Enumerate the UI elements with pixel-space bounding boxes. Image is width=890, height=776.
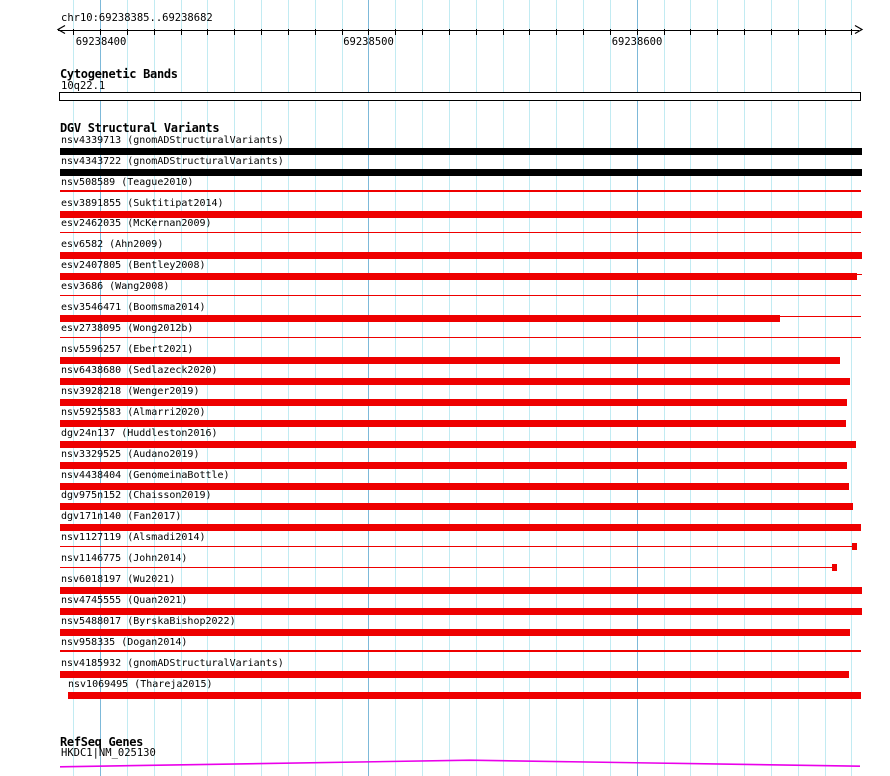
variant-label[interactable]: dgv171n140 (Fan2017) (61, 511, 182, 523)
variant-bar[interactable] (60, 190, 861, 191)
variant-row (0, 407, 890, 428)
variant-label[interactable]: esv3546471 (Boomsma2014) (61, 302, 206, 314)
variant-extent-line (780, 316, 861, 317)
dgv-track-title: DGV Structural Variants (60, 120, 220, 135)
variant-label[interactable]: nsv5488017 (ByrskaBishop2022) (61, 615, 236, 627)
variant-label[interactable]: nsv4343722 (gnomADStructuralVariants) (61, 155, 284, 167)
variant-row (0, 156, 890, 177)
variant-label[interactable]: dgv975n152 (Chaisson2019) (61, 490, 212, 502)
variant-label[interactable]: esv2738095 (Wong2012b) (61, 323, 194, 335)
variant-row (0, 658, 890, 679)
variant-bar[interactable] (60, 650, 861, 651)
variant-label[interactable]: esv3686 (Wang2008) (61, 281, 170, 293)
variant-row (0, 177, 890, 198)
variant-label[interactable]: dgv24n137 (Huddleston2016) (61, 427, 218, 439)
variant-label[interactable]: nsv4745555 (Quan2021) (61, 595, 188, 607)
variant-bar[interactable] (68, 692, 861, 699)
cytoband-label: 10q22.1 (61, 79, 106, 92)
variant-label[interactable]: nsv4438404 (GenomeinaBottle) (61, 469, 230, 481)
variant-endpoint-tick[interactable] (852, 543, 857, 550)
variant-bar[interactable] (60, 357, 840, 364)
variant-label[interactable]: nsv1146775 (John2014) (61, 553, 188, 565)
variant-bar[interactable] (60, 671, 849, 678)
variant-bar[interactable] (60, 587, 862, 594)
variant-row (0, 260, 890, 281)
variant-row (0, 553, 890, 574)
variant-bar[interactable] (60, 252, 862, 259)
variant-row (0, 616, 890, 637)
variant-bar[interactable] (60, 441, 856, 448)
variant-bar[interactable] (60, 295, 861, 296)
variant-bar[interactable] (60, 232, 861, 233)
variant-bar[interactable] (60, 337, 861, 338)
variant-bar[interactable] (60, 315, 780, 322)
variant-label[interactable]: nsv4185932 (gnomADStructuralVariants) (61, 657, 284, 669)
variant-extent-line (857, 274, 862, 275)
variant-label[interactable]: esv2462035 (McKernan2009) (61, 218, 212, 230)
variant-row (0, 595, 890, 616)
variant-row (0, 449, 890, 470)
ruler-coordinate-label: 69238500 (343, 35, 394, 48)
variant-label[interactable]: esv2407805 (Bentley2008) (61, 260, 206, 272)
variant-bar[interactable] (60, 462, 847, 469)
variant-bar[interactable] (60, 567, 832, 568)
variant-row (0, 490, 890, 511)
ruler-coordinate-label: 69238600 (611, 35, 663, 48)
variant-label[interactable]: esv6582 (Ahn2009) (61, 239, 164, 251)
variant-bar[interactable] (60, 420, 846, 427)
variant-bar[interactable] (60, 169, 862, 176)
variant-bar[interactable] (60, 524, 861, 531)
variant-row (0, 386, 890, 407)
variant-label[interactable]: nsv5925583 (Almarri2020) (61, 406, 206, 418)
variant-bar[interactable] (60, 378, 850, 385)
variant-label[interactable]: nsv958335 (Dogan2014) (61, 636, 188, 648)
variant-row (0, 470, 890, 491)
variant-bar[interactable] (60, 483, 849, 490)
variant-row (0, 281, 890, 302)
variant-bar[interactable] (60, 148, 862, 155)
variant-row (0, 637, 890, 658)
variant-label[interactable]: nsv3329525 (Audano2019) (61, 448, 200, 460)
variant-bar[interactable] (60, 211, 862, 218)
variant-row (0, 239, 890, 260)
variant-label[interactable]: nsv5596257 (Ebert2021) (61, 344, 194, 355)
variant-bar[interactable] (60, 503, 853, 510)
variant-bar[interactable] (60, 273, 857, 280)
variant-bar[interactable] (60, 629, 850, 636)
cytogenetic-track-title: Cytogenetic Bands (60, 67, 178, 81)
variant-row (0, 574, 890, 595)
variant-bar[interactable] (60, 608, 862, 615)
variant-row (0, 344, 890, 365)
refseq-track-title: RefSeq Genes (60, 735, 144, 749)
variant-label[interactable]: nsv1127119 (Alsmadi2014) (61, 532, 206, 544)
variant-row (0, 302, 890, 323)
ruler-coordinate-label: 69238400 (75, 35, 127, 48)
variant-label[interactable]: nsv1069495 (Thareja2015) (68, 678, 213, 690)
variant-label[interactable]: nsv4339713 (gnomADStructuralVariants) (61, 134, 284, 146)
variant-label[interactable]: nsv6018197 (Wu2021) (61, 574, 176, 586)
variant-row (0, 323, 890, 344)
variant-label[interactable]: nsv508589 (Teague2010) (61, 176, 194, 188)
variant-bar[interactable] (60, 546, 852, 547)
variant-row (0, 679, 890, 700)
variant-endpoint-tick[interactable] (832, 564, 837, 571)
refseq-gene-label[interactable]: HKDC1|NM_025130 (61, 746, 156, 759)
variant-bar[interactable] (60, 399, 847, 406)
variant-row (0, 428, 890, 449)
variant-label[interactable]: nsv3928218 (Wenger2019) (61, 385, 200, 397)
variant-row (0, 532, 890, 553)
variant-label[interactable]: esv3891855 (Suktitipat2014) (61, 197, 224, 209)
variant-row (0, 218, 890, 239)
region-label: chr10:69238385..69238682 (61, 12, 213, 24)
variant-row (0, 135, 890, 156)
variant-label[interactable]: nsv6438680 (Sedlazeck2020) (61, 364, 218, 376)
variant-row (0, 198, 890, 219)
variant-row (0, 365, 890, 386)
variant-row (0, 511, 890, 532)
